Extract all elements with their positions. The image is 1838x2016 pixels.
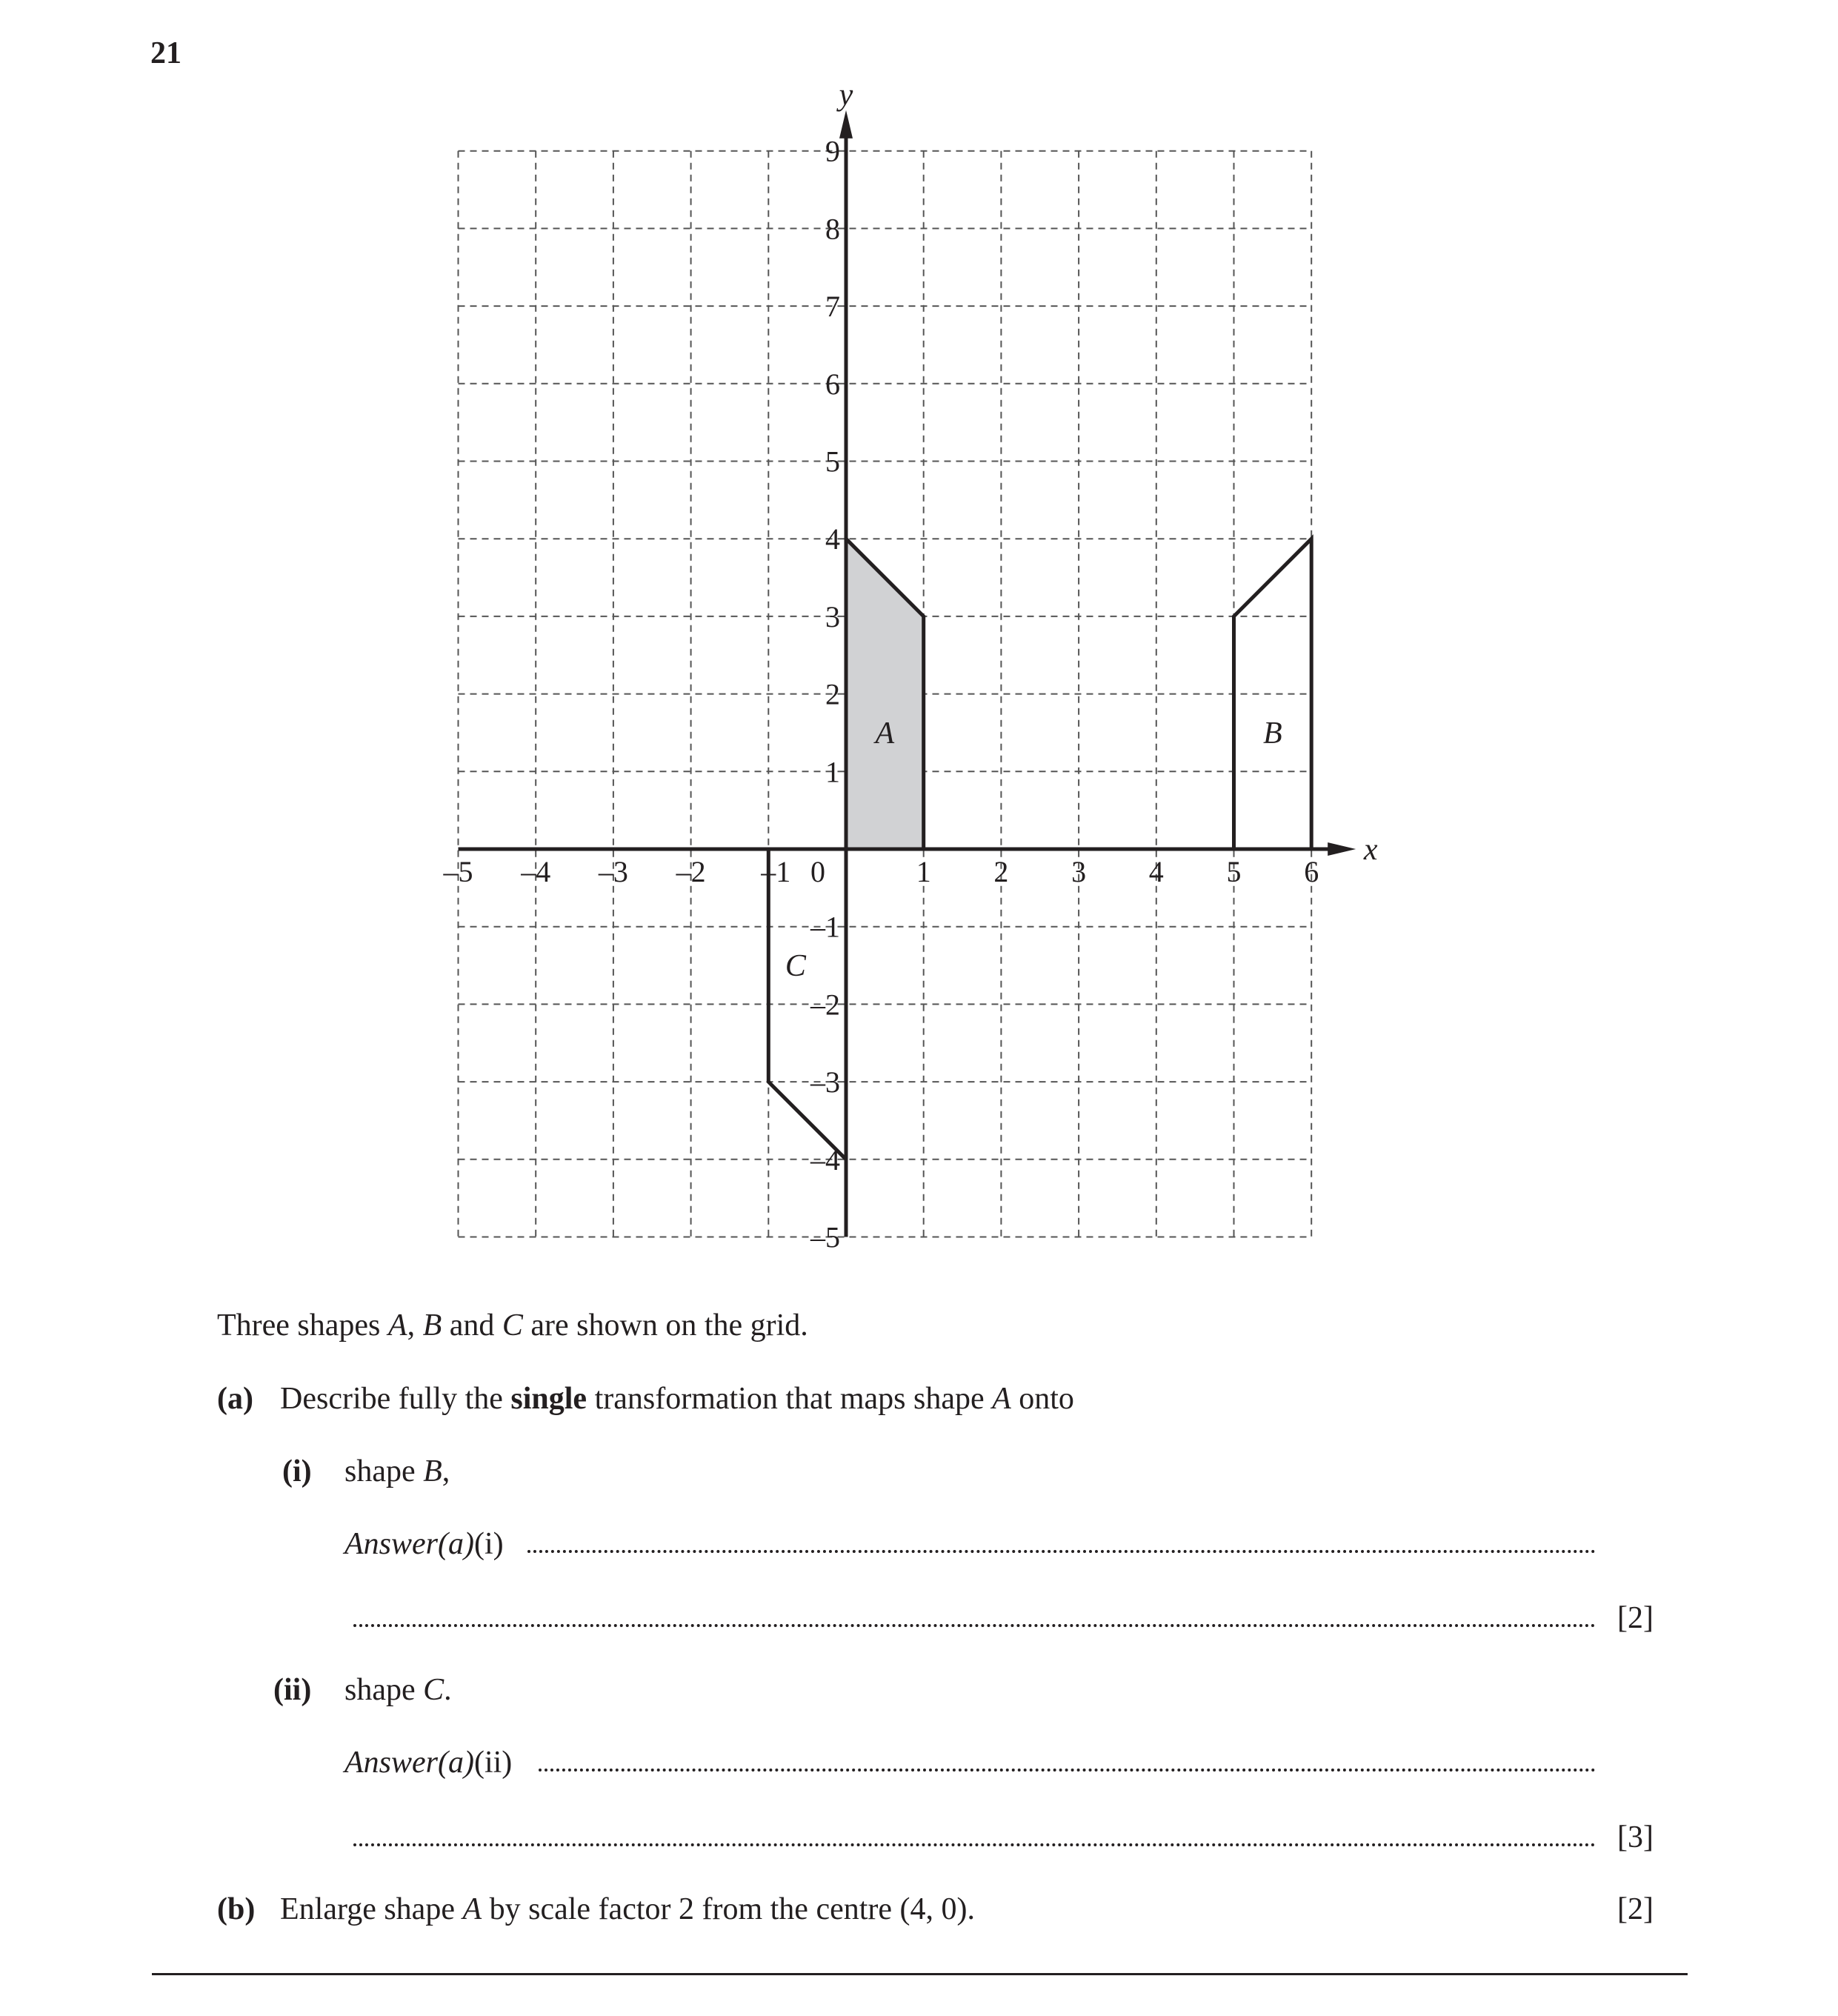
part-a-label: (a) — [217, 1382, 253, 1416]
y-axis-arrow — [839, 110, 853, 139]
marks-a-i: [2] — [1617, 1601, 1654, 1635]
y-tick-label: –4 — [810, 1142, 840, 1177]
x-tick-label: 2 — [993, 855, 1009, 888]
y-tick-label: –5 — [810, 1220, 840, 1254]
y-tick-label: 4 — [825, 522, 840, 556]
x-tick-label: –1 — [761, 855, 791, 888]
y-tick-label: 3 — [825, 599, 840, 633]
y-axis-label: y — [839, 78, 853, 113]
part-a-ii-label: (ii) — [273, 1673, 312, 1707]
question-number: 21 — [150, 36, 182, 70]
y-tick-label: –3 — [810, 1065, 840, 1100]
y-tick-label: –1 — [810, 910, 840, 944]
y-tick-label: 1 — [825, 755, 840, 789]
x-tick-label: –3 — [598, 855, 628, 888]
x-tick-label: 4 — [1148, 855, 1164, 888]
answer-a-i-line-1[interactable] — [527, 1550, 1596, 1553]
marks-b: [2] — [1617, 1892, 1654, 1926]
y-tick-label: 9 — [825, 134, 840, 168]
part-a-ii-text: shape C. — [344, 1673, 452, 1707]
shape-a — [846, 539, 924, 849]
part-a-text: Describe fully the single transformation that maps shape A onto — [280, 1382, 1074, 1416]
x-tick-label: –4 — [521, 855, 551, 888]
intro-text: Three shapes A, B and C are shown on the grid. — [217, 1308, 808, 1343]
x-tick-label: –2 — [676, 855, 706, 888]
y-tick-label: 2 — [825, 677, 840, 711]
x-tick-label: 1 — [916, 855, 931, 888]
x-tick-label: 5 — [1226, 855, 1242, 888]
x-tick-label: 0 — [810, 855, 825, 888]
answer-a-i-label: Answer(a)(i) — [344, 1527, 504, 1561]
y-tick-label: –2 — [810, 988, 840, 1022]
part-a-i-label: (i) — [282, 1454, 312, 1488]
y-tick-label: 6 — [825, 367, 840, 401]
x-tick-label: 6 — [1304, 855, 1319, 888]
x-axis-label: x — [1363, 833, 1378, 867]
answer-a-ii-line-1[interactable] — [539, 1769, 1596, 1772]
x-tick-label: 3 — [1071, 855, 1087, 888]
shape-label-a: A — [875, 716, 895, 751]
answer-a-i-line-2[interactable] — [353, 1624, 1596, 1627]
part-b-text: Enlarge shape A by scale factor 2 from the centre (4, 0). — [280, 1892, 975, 1926]
bottom-rule — [152, 1973, 1688, 1975]
part-b-label: (b) — [217, 1892, 256, 1926]
y-tick-label: 8 — [825, 212, 840, 246]
shape-label-b: B — [1263, 716, 1282, 751]
answer-a-ii-label: Answer(a)(ii) — [344, 1746, 513, 1780]
shape-label-c: C — [785, 949, 806, 984]
marks-a-ii: [3] — [1617, 1820, 1654, 1854]
x-tick-label: –5 — [443, 855, 473, 888]
y-tick-label: 5 — [825, 445, 840, 479]
answer-a-ii-line-2[interactable] — [353, 1843, 1596, 1846]
y-tick-label: 7 — [825, 290, 840, 324]
x-axis-arrow — [1328, 842, 1356, 856]
part-a-i-text: shape B, — [344, 1454, 450, 1488]
